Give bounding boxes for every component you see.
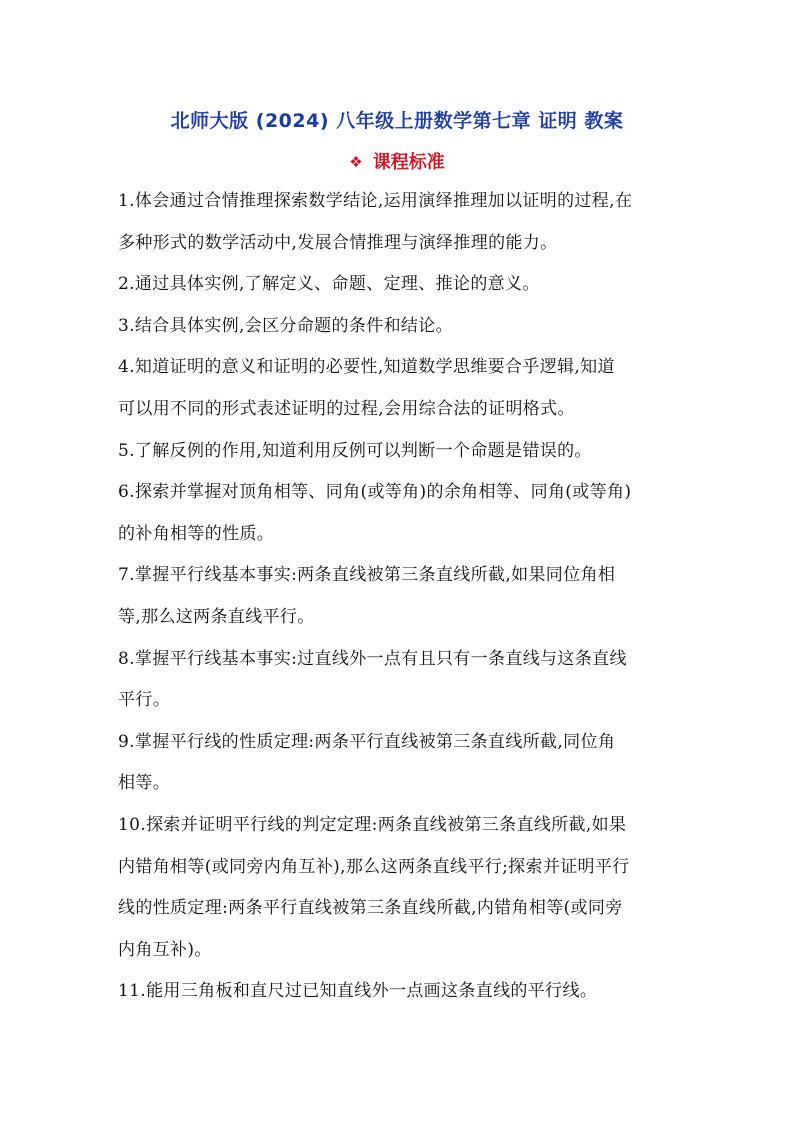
text-line: 11.能用三角板和直尺过已知直线外一点画这条直线的平行线。 bbox=[118, 981, 598, 1002]
text-line: 等,那么这两条直线平行。 bbox=[118, 606, 315, 627]
text-line: 相等。 bbox=[118, 773, 171, 794]
curriculum-standards-list bbox=[118, 187, 698, 1019]
document-title: 北师大版 (2024) 八年级上册数学第七章 证明 教案 bbox=[170, 110, 624, 132]
diamond-bullet-icon: ❖ bbox=[349, 153, 363, 171]
text-line: 可以用不同的形式表述证明的过程,会用综合法的证明格式。 bbox=[118, 398, 575, 419]
text-line: 3.结合具体实例,会区分命题的条件和结论。 bbox=[118, 315, 453, 336]
text-line: 4.知道证明的意义和证明的必要性,知道数学思维要合乎逻辑,知道 bbox=[118, 357, 615, 378]
text-line: 10.探索并证明平行线的判定定理:两条直线被第三条直线所截,如果 bbox=[118, 814, 627, 835]
section-heading-text: 课程标准 bbox=[372, 152, 445, 173]
text-line: 2.通过具体实例,了解定义、命题、定理、推论的意义。 bbox=[118, 274, 540, 295]
text-line: 多种形式的数学活动中,发展合情推理与演绎推理的能力。 bbox=[118, 232, 558, 253]
text-line: 8.掌握平行线基本事实:过直线外一点有且只有一条直线与这条直线 bbox=[118, 648, 627, 669]
text-line: 1.体会通过合情推理探索数学结论,运用演绎推理加以证明的过程,在 bbox=[118, 191, 633, 211]
text-line: 7.掌握平行线基本事实:两条直线被第三条直线所截,如果同位角相 bbox=[118, 565, 616, 586]
text-line: 内角互补)。 bbox=[118, 939, 212, 960]
section-heading bbox=[0, 148, 794, 174]
text-line: 线的性质定理:两条平行直线被第三条直线所截,内错角相等(或同旁 bbox=[118, 898, 623, 919]
text-line: 5.了解反例的作用,知道利用反例可以判断一个命题是错误的。 bbox=[118, 440, 592, 461]
text-line: 9.掌握平行线的性质定理:两条平行直线被第三条直线所截,同位角 bbox=[118, 731, 616, 752]
text-line: 6.探索并掌握对顶角相等、同角(或等角)的余角相等、同角(或等角) bbox=[118, 482, 632, 503]
text-line: 的补角相等的性质。 bbox=[118, 523, 275, 544]
text-line: 平行。 bbox=[118, 690, 171, 711]
text-line: 内错角相等(或同旁内角互补),那么这两条直线平行;探索并证明平行 bbox=[118, 856, 630, 877]
